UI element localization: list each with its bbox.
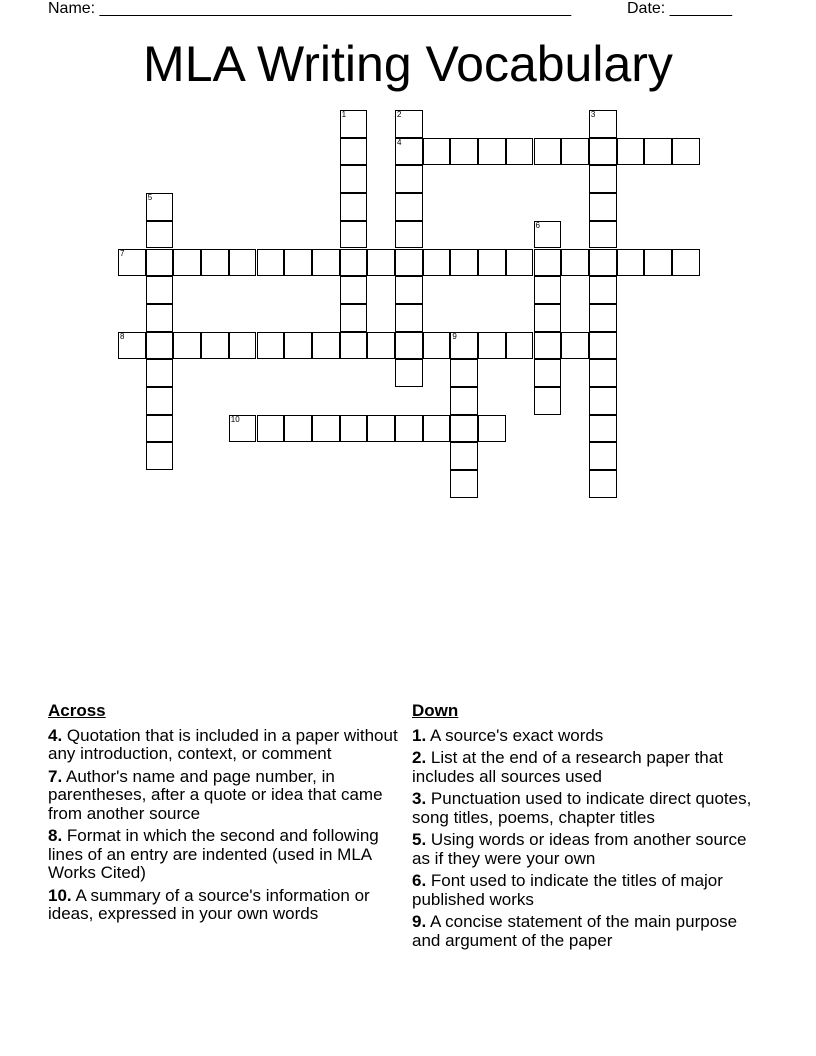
crossword-cell[interactable] [367,249,395,277]
name-field-label: Name: _____________________________________________________ [48,0,572,17]
clue-text: Using words or ideas from another source as if they were your own [412,830,747,868]
crossword-cell[interactable] [395,304,423,332]
crossword-cell[interactable] [534,276,562,304]
crossword-cell[interactable] [589,387,617,415]
crossword-cell[interactable] [450,442,478,470]
crossword-cell[interactable] [589,304,617,332]
crossword-cell[interactable] [284,332,312,360]
clue-number: 3. [412,789,427,808]
crossword-cell[interactable] [146,332,174,360]
clue-number: 1. [412,725,427,745]
clue-across-8 [48,827,400,883]
crossword-cell[interactable] [201,332,229,360]
crossword-cell[interactable] [173,332,201,360]
crossword-cell[interactable] [395,249,423,277]
crossword-cell[interactable] [423,249,451,277]
crossword-cell[interactable] [395,193,423,221]
cell-number: 6 [535,220,540,230]
crossword-cell[interactable] [506,138,534,166]
crossword-cell[interactable] [450,387,478,415]
crossword-cell[interactable] [450,359,478,387]
crossword-cell[interactable] [257,415,285,443]
clue-down-1 [412,727,762,746]
crossword-cell[interactable] [229,332,257,360]
across-heading: Across [48,701,106,720]
crossword-cell[interactable] [395,138,423,166]
crossword-cell[interactable] [672,138,700,166]
crossword-cell[interactable] [395,221,423,249]
date-field-label: Date: _______ [627,0,732,17]
clue-number: 5. [412,830,427,849]
clue-text: Format in which the second and following lines of an entry are indented (used in MLA Works Cited) [48,826,379,882]
clue-down-2 [412,749,762,786]
crossword-cell[interactable] [534,359,562,387]
crossword-cell[interactable] [312,249,340,277]
crossword-cell[interactable] [423,415,451,443]
crossword-cell[interactable] [395,276,423,304]
crossword-cell[interactable] [340,110,368,138]
crossword-cell[interactable] [312,415,340,443]
crossword-cell[interactable] [589,165,617,193]
crossword-cell[interactable] [340,304,368,332]
clue-down-6 [412,872,762,909]
crossword-cell[interactable] [257,332,285,360]
crossword-cell[interactable] [146,359,174,387]
crossword-cell[interactable] [644,138,672,166]
crossword-cell[interactable] [340,415,368,443]
clue-down-9 [412,913,762,950]
crossword-cell[interactable] [146,442,174,470]
crossword-cell[interactable] [423,332,451,360]
crossword-cell[interactable] [561,332,589,360]
crossword-cell[interactable] [340,332,368,360]
crossword-cell[interactable] [118,249,146,277]
clue-down-5 [412,831,762,868]
crossword-cell[interactable] [284,415,312,443]
crossword-cell[interactable] [450,332,478,360]
crossword-cell[interactable] [589,221,617,249]
clue-down-3 [412,790,762,827]
crossword-cell[interactable] [146,415,174,443]
crossword-cell[interactable] [506,332,534,360]
clue-across-10 [48,887,400,924]
crossword-cell[interactable] [340,138,368,166]
crossword-cell[interactable] [589,332,617,360]
clue-text: A summary of a source's information or ideas, expressed in your own words [48,885,370,923]
clue-number: 7. [48,766,63,786]
clue-across-4 [48,727,400,764]
cell-number: 8 [120,331,125,341]
crossword-cell[interactable] [534,387,562,415]
crossword-cell[interactable] [534,304,562,332]
crossword-cell[interactable] [229,249,257,277]
crossword-cell[interactable] [589,359,617,387]
clue-number: 8. [48,826,63,845]
crossword-cell[interactable] [561,249,589,277]
crossword-cell[interactable] [589,276,617,304]
crossword-cell[interactable] [534,221,562,249]
crossword-cell[interactable] [284,249,312,277]
crossword-cell[interactable] [534,332,562,360]
crossword-cell[interactable] [617,138,645,166]
crossword-cell[interactable] [146,387,174,415]
crossword-cell[interactable] [617,249,645,277]
cell-number: 4 [397,137,402,147]
crossword-cell[interactable] [534,249,562,277]
crossword-cell[interactable] [340,221,368,249]
crossword-cell[interactable] [395,415,423,443]
crossword-cell[interactable] [395,110,423,138]
crossword-cell[interactable] [478,249,506,277]
crossword-cell[interactable] [450,415,478,443]
cell-number: 3 [590,110,596,119]
clue-text: Punctuation used to indicate direct quotes, song titles, poems, chapter titles [412,789,752,827]
clue-number: 4. [48,725,63,745]
crossword-cell[interactable] [478,332,506,360]
down-heading: Down [412,701,459,720]
crossword-cell[interactable] [534,138,562,166]
cell-number: 9 [452,331,457,341]
crossword-cell[interactable] [589,415,617,443]
crossword-cell[interactable] [589,193,617,221]
crossword-cell[interactable] [367,415,395,443]
crossword-cell[interactable] [146,276,174,304]
crossword-cell[interactable] [340,165,368,193]
crossword-grid [0,0,816,520]
crossword-cell[interactable] [644,249,672,277]
crossword-cell[interactable] [340,276,368,304]
cell-number: 2 [397,110,402,119]
across-clues [48,702,400,928]
crossword-cell[interactable] [589,470,617,498]
clue-text: A source's exact words [429,725,604,745]
cell-number: 5 [147,193,153,203]
clue-text: Font used to indicate the titles of major published works [412,871,723,909]
crossword-cell[interactable] [146,249,174,277]
crossword-cell[interactable] [423,138,451,166]
clue-number: 10. [48,885,72,905]
cell-number: 7 [120,248,125,258]
crossword-cell[interactable] [506,249,534,277]
crossword-cell[interactable] [340,193,368,221]
cell-number: 10 [230,414,240,424]
crossword-cell[interactable] [589,110,617,138]
crossword-cell[interactable] [257,249,285,277]
crossword-cell[interactable] [589,442,617,470]
crossword-cell[interactable] [146,304,174,332]
crossword-cell[interactable] [229,415,257,443]
crossword-cell[interactable] [395,165,423,193]
clue-across-7 [48,768,400,824]
clue-text: Author's name and page number, in parentheses, after a quote or idea that came from another source [48,766,383,823]
clue-number: 6. [412,871,427,890]
crossword-cell[interactable] [589,138,617,166]
crossword-cell[interactable] [478,138,506,166]
crossword-cell[interactable] [450,470,478,498]
crossword-cell[interactable] [450,249,478,277]
cell-number: 1 [341,110,347,119]
crossword-cell[interactable] [589,249,617,277]
clue-number: 2. [412,748,427,767]
clue-number: 9. [412,912,427,931]
crossword-cell[interactable] [118,332,146,360]
clue-text: A concise statement of the main purpose and argument of the paper [412,912,738,950]
clue-text: List at the end of a research paper that includes all sources used [412,748,723,786]
crossword-cell[interactable] [561,138,589,166]
crossword-cell[interactable] [367,332,395,360]
crossword-cell[interactable] [201,249,229,277]
crossword-cell[interactable] [395,332,423,360]
down-clues [412,702,762,954]
crossword-cell[interactable] [146,193,174,221]
page-title: MLA Writing Vocabulary [143,36,673,92]
crossword-cell[interactable] [672,249,700,277]
clue-text: Quotation that is included in a paper without any introduction, context, or comment [48,725,398,763]
crossword-cell[interactable] [478,415,506,443]
crossword-cell[interactable] [395,359,423,387]
crossword-cell[interactable] [146,221,174,249]
crossword-cell[interactable] [340,249,368,277]
crossword-cell[interactable] [450,138,478,166]
crossword-cell[interactable] [173,249,201,277]
crossword-cell[interactable] [312,332,340,360]
